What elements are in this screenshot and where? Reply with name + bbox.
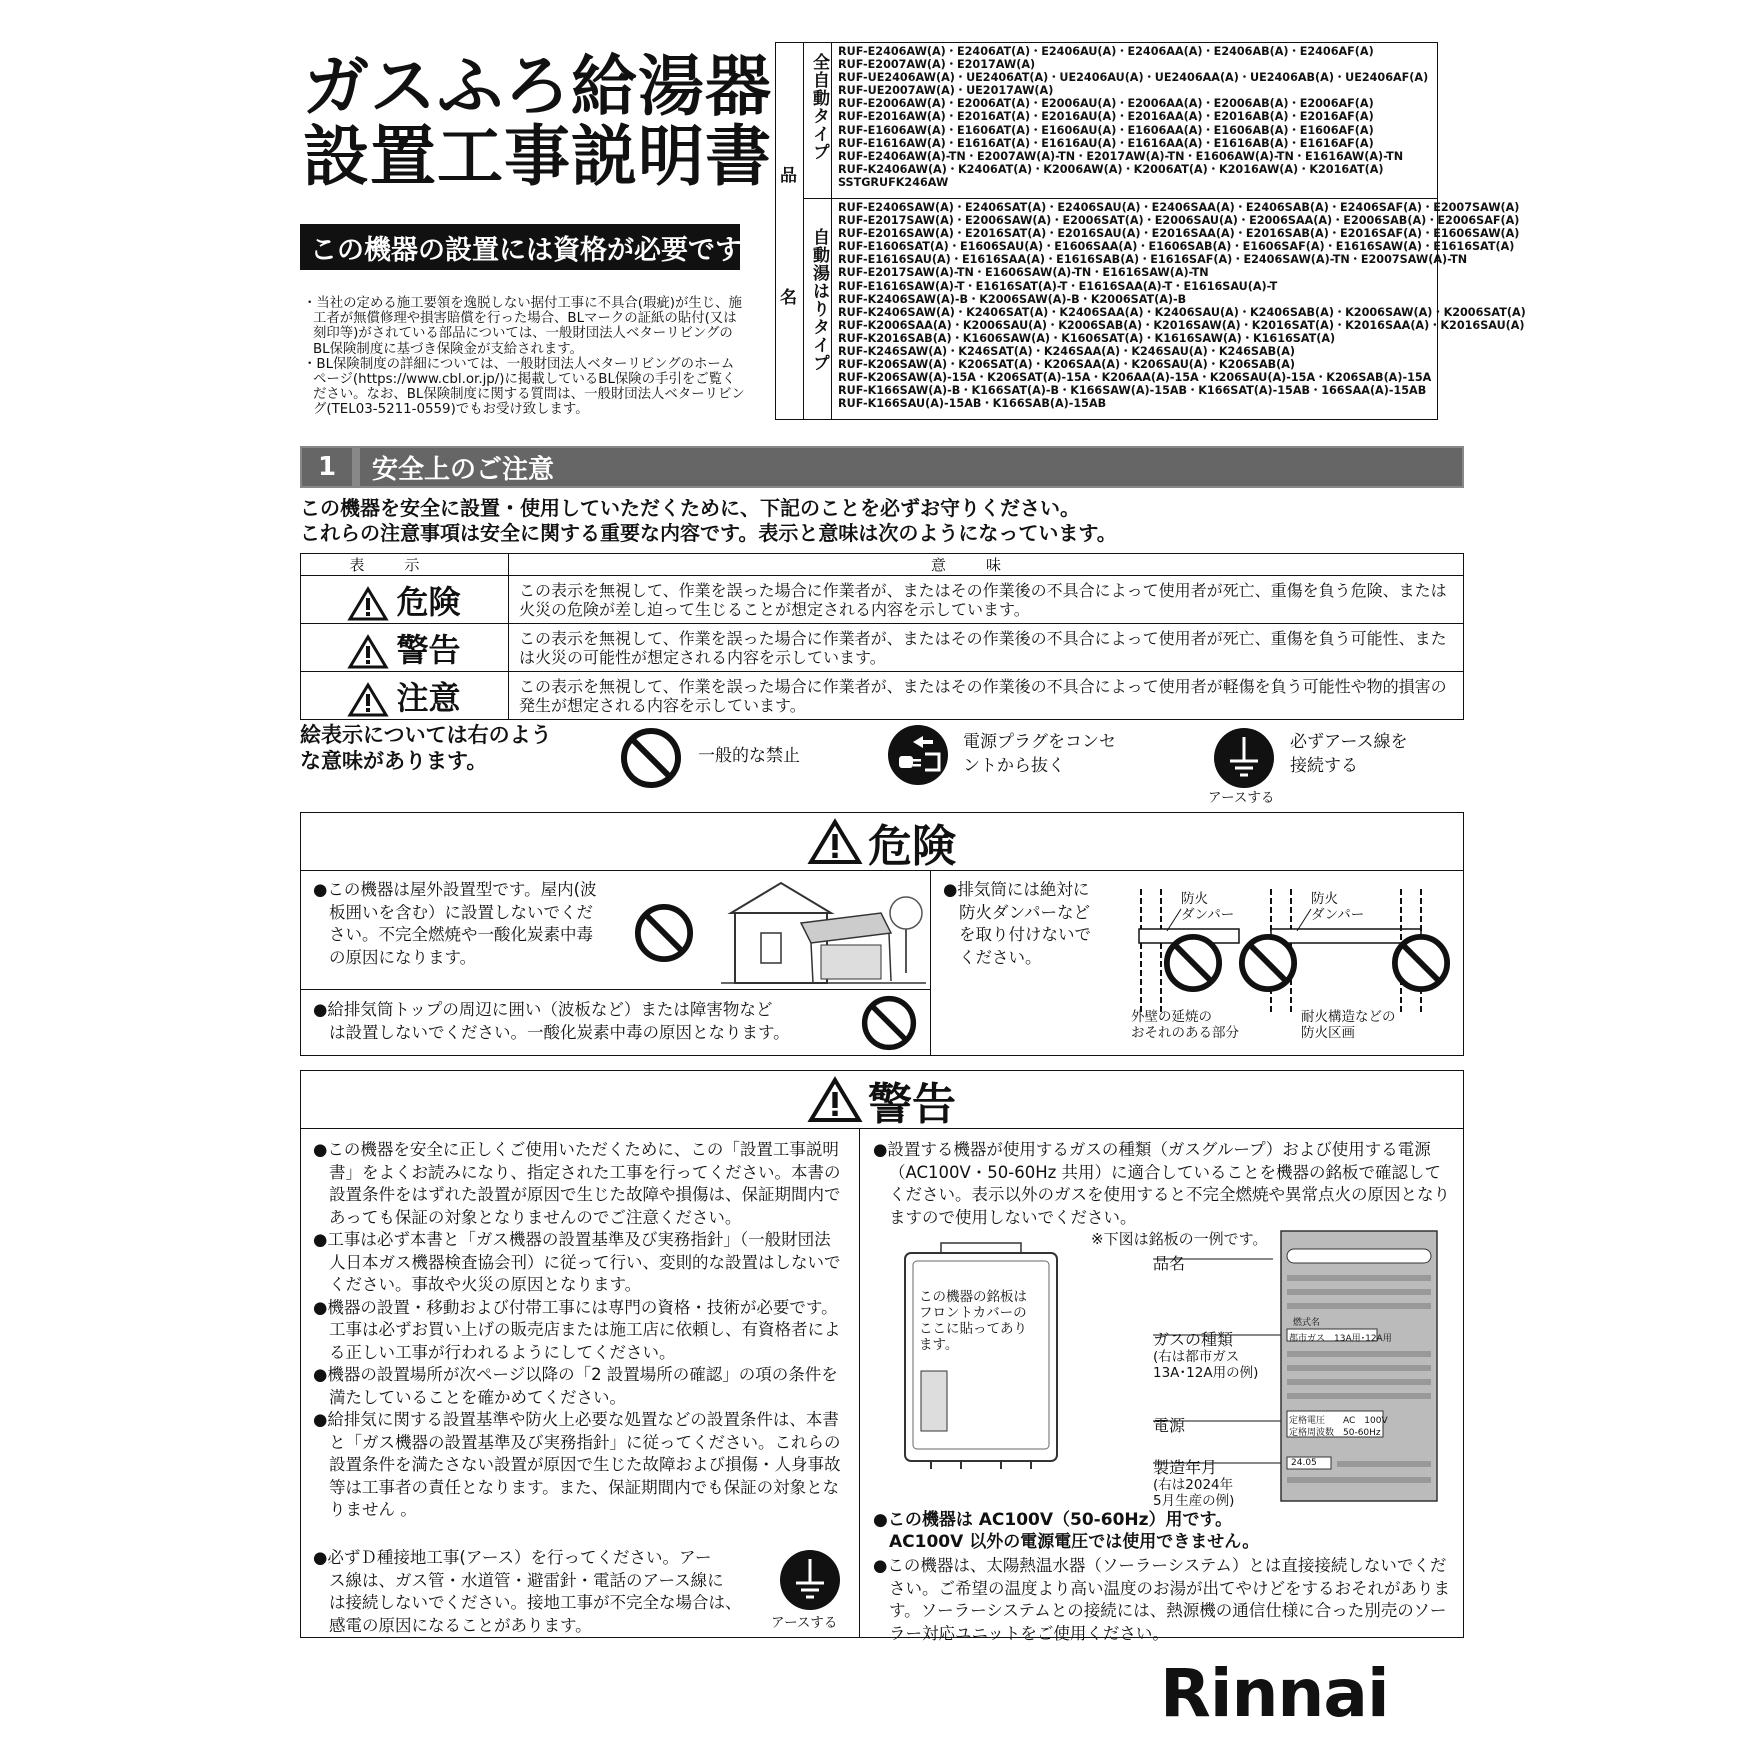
warning-box [300, 1070, 1464, 1643]
text-line: ●必ずＤ種接地工事(アース）を行ってください。アー [313, 1548, 712, 1567]
text-line: フロントカバーの [919, 1305, 1027, 1321]
warning-divider-v [859, 1129, 860, 1637]
intro-line: これらの注意事項は安全に関する重要な内容です。表示と意味は次のようになっています。 [300, 521, 1117, 545]
model-line: RUF-E1616AW(A)・E1616AT(A)・E1616AU(A)・E1616AA(A)・E1616AB(A)・E1616AF(A) [838, 136, 1374, 150]
warning-triangle-icon [348, 634, 388, 670]
unplug-label-line: 電源プラグをコンセ [963, 732, 1116, 752]
damper-label-2 [1311, 891, 1364, 923]
plate-power-2: 定格周波数 50-60Hz [1289, 1428, 1381, 1438]
text-line: は設置しないでください。一酸化炭素中毒の原因となります。 [329, 1022, 790, 1042]
text-line: 感電の原因になることがあります。 [329, 1615, 592, 1635]
unplug-label-line: ントから抜く [963, 756, 1065, 776]
text-line: 防火 [1181, 891, 1208, 907]
text-line: 13A･12A用の例) [1153, 1365, 1259, 1381]
section-title: 安全上のご注意 [360, 448, 1462, 486]
text-line: AC100V 以外の電源電圧では使用できません。 [889, 1532, 1260, 1552]
note-item: ・BL保険制度の詳細については、一般財団法人ベターリビングのホームページ(https://www.cbl.or.jp/)に掲載しているBL保険の手引をご覧ください。なお、BL保険制度に関する質問は、一般財団法人ベターリビング(TEL03-5211-0559)でもお受け致します。 [303, 356, 745, 418]
caption-fire-compartment [1301, 1009, 1396, 1041]
danger-meaning: この表示を無視して、作業を誤った場合に作業者が、またはその作業後の不具合によって使用者が死亡、重傷を負う危険、または火災の危険が差し迫って生じることが想定される内容を示しています。 [509, 576, 1464, 624]
warning-item: ●この機器を安全に正しくご使用いただくために、この「設置工事説明書」をよくお読みになり、指定された工事を行ってください。本書の設置条件をはずれた設置が原因で生じた故障や損傷は、保証期間内であっても保証の対象となりませんのでご注意ください。 [313, 1140, 841, 1227]
text-line: ください。 [959, 947, 1042, 967]
nameplate-illustration [1141, 1231, 1447, 1511]
caption-exterior-wall [1131, 1009, 1239, 1041]
warning-triangle-icon [808, 818, 862, 866]
earth-caption: アースする [1208, 790, 1275, 806]
model-divider [804, 198, 1437, 199]
label-product-name: 品名 [1153, 1254, 1186, 1273]
label-manufacture-date: 製造年月 [1153, 1458, 1218, 1477]
plate-title: 燃式名 [1293, 1318, 1321, 1328]
earth-caption: アースする [771, 1615, 838, 1631]
model-line: RUF-UE2406AW(A)・UE2406AT(A)・UE2406AU(A)・UE2406AA(A)・UE2406AB(A)・UE2406AF(A) [838, 71, 1429, 85]
model-line: RUF-E2406AW(A)・E2406AT(A)・E2406AU(A)・E2406AA(A)・E2406AB(A)・E2406AF(A) [838, 45, 1374, 58]
text-line: 防火ダンパーなど [959, 902, 1091, 922]
meaning-table [300, 553, 1464, 720]
earth-icon [779, 1549, 841, 1611]
text-line: おそれのある部分 [1131, 1025, 1239, 1041]
house-illustration [721, 873, 926, 987]
warning-gas-item [873, 1139, 1455, 1229]
label-gas-type: ガスの種類 [1153, 1330, 1234, 1349]
caution-label: 注意 [396, 678, 461, 717]
plate-date: 24.05 [1291, 1458, 1317, 1468]
model-line: RUF-E1616SAW(A)-T・E1616SAT(A)-T・E1616SAA(A)-T・E1616SAU(A)-T [838, 279, 1278, 293]
pictogram-lead-line: 絵表示については右のよう [300, 723, 552, 747]
model-label-top: 品 [780, 166, 797, 186]
model-line: RUF-K2006SAA(A)・K2006SAU(A)・K2006SAB(A)・K2016SAW(A)・K2016SAT(A)・K2016SAA(A)・K2016SAU(A) [838, 318, 1525, 332]
text-line: 5月生産の例) [1153, 1493, 1235, 1509]
model-line: RUF-E1606AW(A)・E1606AT(A)・E1606AU(A)・E1606AA(A)・E1606AB(A)・E1606AF(A) [838, 123, 1374, 137]
label-power: 電源 [1153, 1416, 1186, 1435]
model-line: RUF-E1606SAT(A)・E1606SAU(A)・E1606SAA(A)・E1606SAB(A)・E1606SAF(A)・E1616SAW(A)・E1616SAT(A) [838, 240, 1515, 254]
auto-model-list [838, 45, 1433, 189]
danger-divider-v [930, 871, 931, 1055]
model-line: RUF-E2006AW(A)・E2006AT(A)・E2006AU(A)・E2006AA(A)・E2006AB(A)・E2006AF(A) [838, 97, 1374, 111]
text-line: の原因になります。 [329, 947, 477, 967]
water-heater-illustration [901, 1241, 1061, 1471]
model-line: RUF-E2406AW(A)-TN・E2007AW(A)-TN・E2017AW(A)-TN・E1606AW(A)-TN・E1616AW(A)-TN [838, 149, 1404, 163]
plate-note: ※下図は銘板の一例です。 [1091, 1230, 1268, 1248]
text-line: 耐火構造などの [1301, 1009, 1396, 1025]
model-label-column [776, 43, 804, 419]
danger-box [300, 812, 1464, 1056]
danger-heading [301, 813, 1463, 871]
solar-item [873, 1555, 1455, 1645]
text-line: ●この機器は、太陽熱温水器（ソーラーシステム）とは直接接続しないでください。ご希望の温度より高い温度のお湯が出てやけどをするおそれがあります。ソーラーシステムとの接続には、熱源機の通信仕様に合った別売のソーラー対応ユニットをご使用ください。 [873, 1556, 1450, 1643]
warning-heading-text: 警告 [868, 1078, 956, 1130]
danger-item-enclosure [313, 999, 833, 1044]
pictogram-lead [300, 722, 552, 774]
text-line: は接続しないでください。接地工事が不完全な場合は、 [329, 1593, 742, 1612]
earth-label [1290, 730, 1408, 778]
earth-label-line: 必ずアース線を [1290, 732, 1408, 752]
model-list-box [775, 42, 1526, 420]
intro [300, 496, 1117, 546]
text-line: ダンパー [1181, 907, 1235, 923]
damper-label-1 [1181, 891, 1234, 923]
header-meaning: 意味 [509, 554, 1464, 576]
text-line: 板囲いを含む）に設置しないでくだ [329, 902, 593, 922]
text-line: ●排気筒には絶対に [943, 880, 1090, 899]
heater-note [919, 1289, 1043, 1353]
prohibit-icon [1238, 933, 1298, 993]
model-line: RUF-K246SAW(A)・K246SAT(A)・K246SAA(A)・K246SAU(A)・K246SAB(A) [838, 345, 1296, 359]
text-line: 外壁の延焼の [1131, 1009, 1212, 1025]
caution-meaning: この表示を無視して、作業を誤った場合に作業者が、またはその作業後の不具合によって使用者が軽傷を負う可能性や物的損害の発生が想定される内容を示しています。 [509, 672, 1464, 720]
model-line: RUF-E2016SAW(A)・E2016SAT(A)・E2016SAU(A)・E2016SAA(A)・E2016SAB(A)・E2016SAF(A)・E1606SAW(A) [838, 227, 1520, 241]
prohibit-icon [634, 903, 694, 963]
prohibit-label: 一般的な禁止 [698, 746, 800, 766]
model-line: RUF-K2406SAW(A)-B・K2006SAW(A)-B・K2006SAT(A)-B [838, 292, 1187, 306]
model-label-bottom: 名 [780, 288, 797, 308]
power-requirement [873, 1509, 1259, 1553]
earth-label-line: 接続する [1290, 756, 1358, 776]
model-line: RUF-K2406SAW(A)・K2406SAT(A)・K2406SAA(A)・K2406SAU(A)・K2406SAB(A)・K2006SAW(A)・K2006SAT(A) [838, 305, 1526, 319]
text-line: (右は都市ガス [1153, 1349, 1240, 1365]
model-line: RUF-K206SAW(A)-15A・K206SAT(A)-15A・K206AA(A)-15A・K206SAU(A)-15A・K206SAB(A)-15A [838, 371, 1432, 385]
danger-label: 危険 [396, 582, 461, 621]
notes [303, 296, 745, 418]
type-semi-column [804, 198, 832, 420]
unplug-label [963, 730, 1116, 778]
note-item: ・当社の定める施工要領を逸脱しない据付工事に不具合(瑕疵)が生じ、施工者が無償修理や損害賠償を行った場合、BLマークの証紙の貼付(又は刻印等)がされている部品については、一般財団法人ベターリビングのBL保険制度に基づき保険金が支給されます。 [303, 296, 742, 357]
model-line: RUF-E1616SAU(A)・E1616SAA(A)・E1616SAB(A)・E1616SAF(A)・E2406SAW(A)-TN・E2007SAW(A)-TN [838, 253, 1468, 267]
plate-gas: 都市ガス 13A用･12A用 [1289, 1334, 1392, 1344]
type-auto-column [804, 43, 832, 198]
warning-triangle-icon [348, 586, 388, 622]
danger-label-cell [301, 576, 509, 624]
model-line: RUF-K2016SAB(A)・K1606SAW(A)・K1606SAT(A)・K1616SAW(A)・K1616SAT(A) [838, 331, 1336, 345]
text-line: (右は2024年 [1153, 1477, 1234, 1493]
title-line-1: ガスふろ給湯器 [303, 48, 772, 125]
danger-item-indoor [313, 879, 613, 969]
text-line: ス線は、ガス管・水道管・避雷針・電話のアース線に [329, 1570, 724, 1590]
model-line: RUF-K166SAU(A)-15AB・K166SAB(A)-15AB [838, 397, 1107, 411]
warning-item: ●機器の設置・移動および付帯工事には専門の資格・技術が必要です。工事は必ずお買い上げの販売店または施工店に依頼し、有資格者による正しい工事が行われるようにしてください。 [313, 1297, 841, 1362]
header-display: 表示 [301, 554, 509, 576]
model-line: RUF-K2406AW(A)・K2406AT(A)・K2006AW(A)・K2006AT(A)・K2016AW(A)・K2016AT(A) [838, 162, 1384, 176]
text-line: さい。不完全燃焼や一酸化炭素中毒 [329, 925, 593, 944]
prohibit-icon [861, 995, 917, 1051]
section-number: 1 [302, 448, 352, 486]
danger-item-damper [943, 879, 1123, 969]
warning-heading [301, 1071, 1463, 1129]
prohibit-icon [1391, 933, 1451, 993]
text-line: ●給排気筒トップの周辺に囲い（波板など）または障害物など [313, 1000, 773, 1019]
model-line: RUF-E2017SAW(A)-TN・E1606SAW(A)-TN・E1616SAW(A)-TN [838, 266, 1209, 280]
prohibit-icon [1163, 933, 1223, 993]
text-line: を取り付けないで [959, 925, 1091, 944]
plate-power-1: 定格電圧 AC 100V [1289, 1416, 1388, 1426]
warning-triangle-icon [808, 1076, 862, 1124]
text-line: 防火 [1311, 891, 1338, 907]
warning-item: ●給排気に関する設置基準や防火上必要な処置などの設置条件は、本書と「ガス機器の設置基準及び実務指針」に従ってください。これらの設置条件を満たさない設置が原因で生じた故障および損傷・人身事故等は工事者の責任となります。また、保証期間内でも保証の対象となりません 。 [313, 1410, 841, 1519]
text-line: ここに貼ってあり [919, 1321, 1027, 1337]
warning-meaning: この表示を無視して、作業を誤った場合に作業者が、またはその作業後の不具合によって使用者が死亡、重傷を負う可能性、または火災の可能性が想定される内容を示しています。 [509, 624, 1464, 672]
caution-label-cell [301, 672, 509, 720]
model-line: SSTGRUFK246AW [838, 175, 949, 189]
warning-earth-item [313, 1547, 773, 1637]
type-semi-label: 自動湯はりタイプ [809, 228, 829, 372]
model-line: RUF-E2017SAW(A)・E2006SAW(A)・E2006SAT(A)・E2006SAU(A)・E2006SAA(A)・E2006SAB(A)・E2006SAF(A) [838, 214, 1520, 228]
model-line: RUF-K166SAW(A)-B・K166SAT(A)-B・K166SAW(A)-15AB・K166SAT(A)-15AB・166SAA(A)-15AB [838, 384, 1427, 398]
text-line: ●この機器は屋外設置型です。屋内(波 [313, 880, 597, 899]
text-line: ダンパー [1311, 907, 1365, 923]
warning-triangle-icon [348, 682, 388, 718]
model-line: RUF-E2007AW(A)・E2017AW(A) [838, 58, 1036, 72]
warning-label: 警告 [396, 630, 461, 669]
qualification-banner: この機器の設置には資格が必要です。 [300, 224, 740, 270]
warning-item: ●機器の設置場所が次ページ以降の「2 設置場所の確認」の項の条件を満たしていることを確かめてください。 [313, 1365, 838, 1407]
prohibit-icon [620, 727, 682, 789]
rinnai-logo: Rinnai [1160, 1655, 1389, 1732]
semi-model-list [838, 201, 1526, 411]
text-line: ●この機器は AC100V（50-60Hz）用です。 [873, 1510, 1233, 1530]
model-line: RUF-K206SAW(A)・K206SAT(A)・K206SAA(A)・K206SAU(A)・K206SAB(A) [838, 358, 1296, 372]
model-line: RUF-E2016AW(A)・E2016AT(A)・E2016AU(A)・E2016AA(A)・E2016AB(A)・E2016AF(A) [838, 110, 1374, 124]
unplug-icon [887, 724, 949, 786]
danger-divider-h [301, 989, 930, 990]
pictogram-lead-line: な意味があります。 [300, 749, 488, 773]
type-auto-label: 全自動タイプ [809, 53, 829, 161]
danger-heading-text: 危険 [868, 820, 956, 872]
text-line: この機器の銘板は [919, 1289, 1027, 1305]
warning-label-cell [301, 624, 509, 672]
warning-left-list [313, 1139, 847, 1522]
title-line-2: 設置工事説明書 [303, 118, 772, 195]
earth-icon [1213, 727, 1275, 789]
warning-item: ●工事は必ず本書と「ガス機器の設置基準及び実務指針」（一般財団法人日本ガス機器検査協会刊）に従って行い、変則的な設置はしないでください。事故や火災の原因となります。 [313, 1230, 841, 1294]
intro-line: この機器を安全に設置・使用していただくために、下記のことを必ずお守りください。 [300, 496, 1080, 520]
text-line: ●設置する機器が使用するガスの種類（ガスグループ）および使用する電源（AC100V・50-60Hz 共用）に適合していることを機器の銘板で確認してください。表示以外のガスを使用すると不完全燃焼や異常点火の原因となりますので使用しないでください。 [873, 1140, 1450, 1227]
text-line: 防火区画 [1301, 1025, 1355, 1041]
text-line: ます。 [919, 1337, 959, 1353]
model-line: RUF-E2406SAW(A)・E2406SAT(A)・E2406SAU(A)・E2406SAA(A)・E2406SAB(A)・E2406SAF(A)・E2007SAW(A) [838, 201, 1520, 214]
model-line: RUF-UE2007AW(A)・UE2017AW(A) [838, 84, 1054, 98]
